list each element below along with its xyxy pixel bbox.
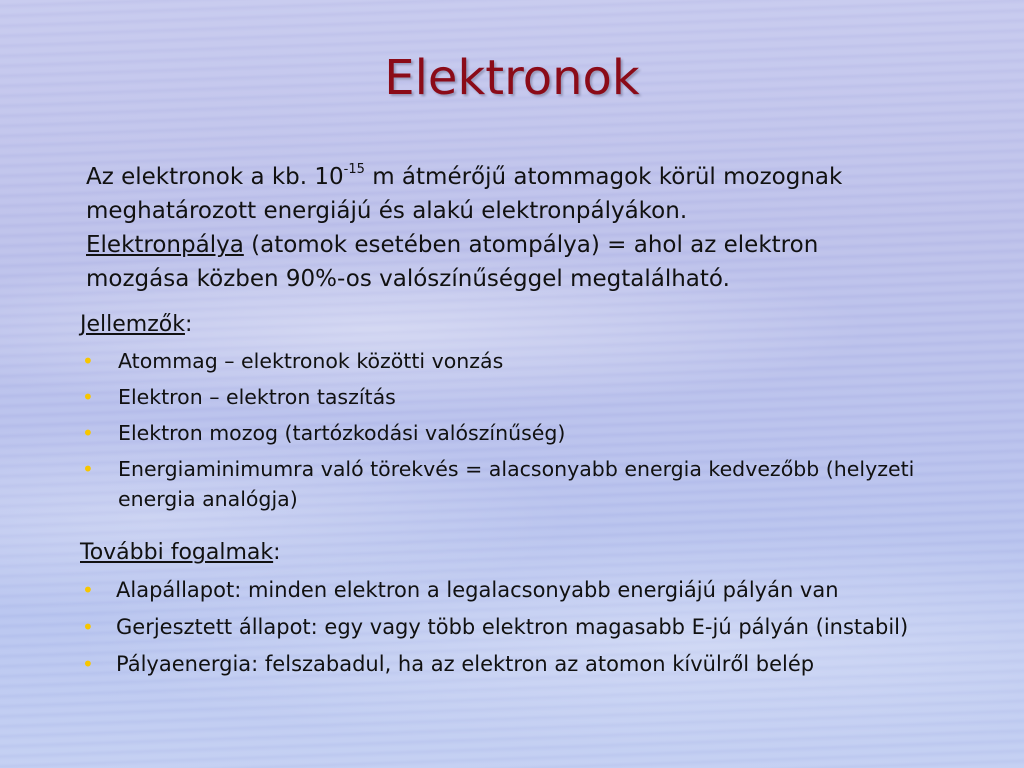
list-item-text: Atommag – elektronok közötti vonzás	[118, 349, 504, 373]
term-elektronpalya: Elektronpálya	[86, 232, 244, 258]
concepts-heading-colon: :	[273, 540, 281, 565]
exponent: -15	[343, 162, 365, 177]
features-heading	[80, 310, 980, 340]
intro-line1-rest: m átmérőjű atommagok körül mozognak	[364, 164, 843, 190]
list-item-text: Alapállapot: minden elektron a legalacsonyabb energiájú pályán van	[116, 578, 839, 602]
bullet-icon: •	[82, 615, 94, 639]
features-heading-colon: :	[184, 312, 193, 337]
list-item	[80, 418, 980, 448]
bullet-icon: •	[82, 578, 94, 602]
concepts-list	[80, 575, 980, 679]
list-item-text: Pályaenergia: felszabadul, ha az elektron az atomon kívülről belép	[116, 652, 815, 676]
features-section	[80, 310, 980, 514]
list-item-text: Elektron mozog (tartózkodási valószínűség)	[118, 421, 566, 445]
intro-line4: mozgása közben 90%-os valószínűséggel megtalálható.	[86, 266, 730, 292]
concepts-heading	[80, 538, 980, 568]
concepts-section	[80, 538, 980, 679]
intro-line1-text: Az elektronok a kb. 10	[86, 164, 344, 190]
list-item	[80, 649, 980, 679]
list-item	[80, 454, 918, 514]
list-item	[80, 612, 980, 642]
list-item-text: Elektron – elektron taszítás	[118, 385, 396, 409]
features-list	[80, 346, 980, 514]
bullet-icon: •	[82, 385, 94, 409]
concepts-heading-label: További fogalmak	[80, 540, 274, 565]
bullet-icon: •	[82, 652, 94, 676]
list-item-text: Gerjesztett állapot: egy vagy több elektron magasabb E-jú pályán (instabil)	[116, 615, 909, 639]
list-item	[80, 346, 980, 376]
slide-title: Elektronok	[384, 50, 640, 106]
intro-line2: meghatározott energiájú és alakú elektronpályákon.	[86, 198, 688, 224]
bullet-icon: •	[82, 421, 94, 445]
list-item	[80, 382, 980, 412]
intro-paragraph	[86, 160, 946, 296]
intro-line3-rest: (atomok esetében atompálya) = ahol az elektron	[243, 232, 819, 258]
list-item	[80, 575, 980, 605]
bullet-icon: •	[82, 457, 94, 481]
list-item-text: Energiaminimumra való törekvés = alacsonyabb energia kedvezőbb (helyzeti energia analógja)	[118, 457, 915, 511]
bullet-icon: •	[82, 349, 94, 373]
features-heading-label: Jellemzők	[80, 312, 185, 337]
